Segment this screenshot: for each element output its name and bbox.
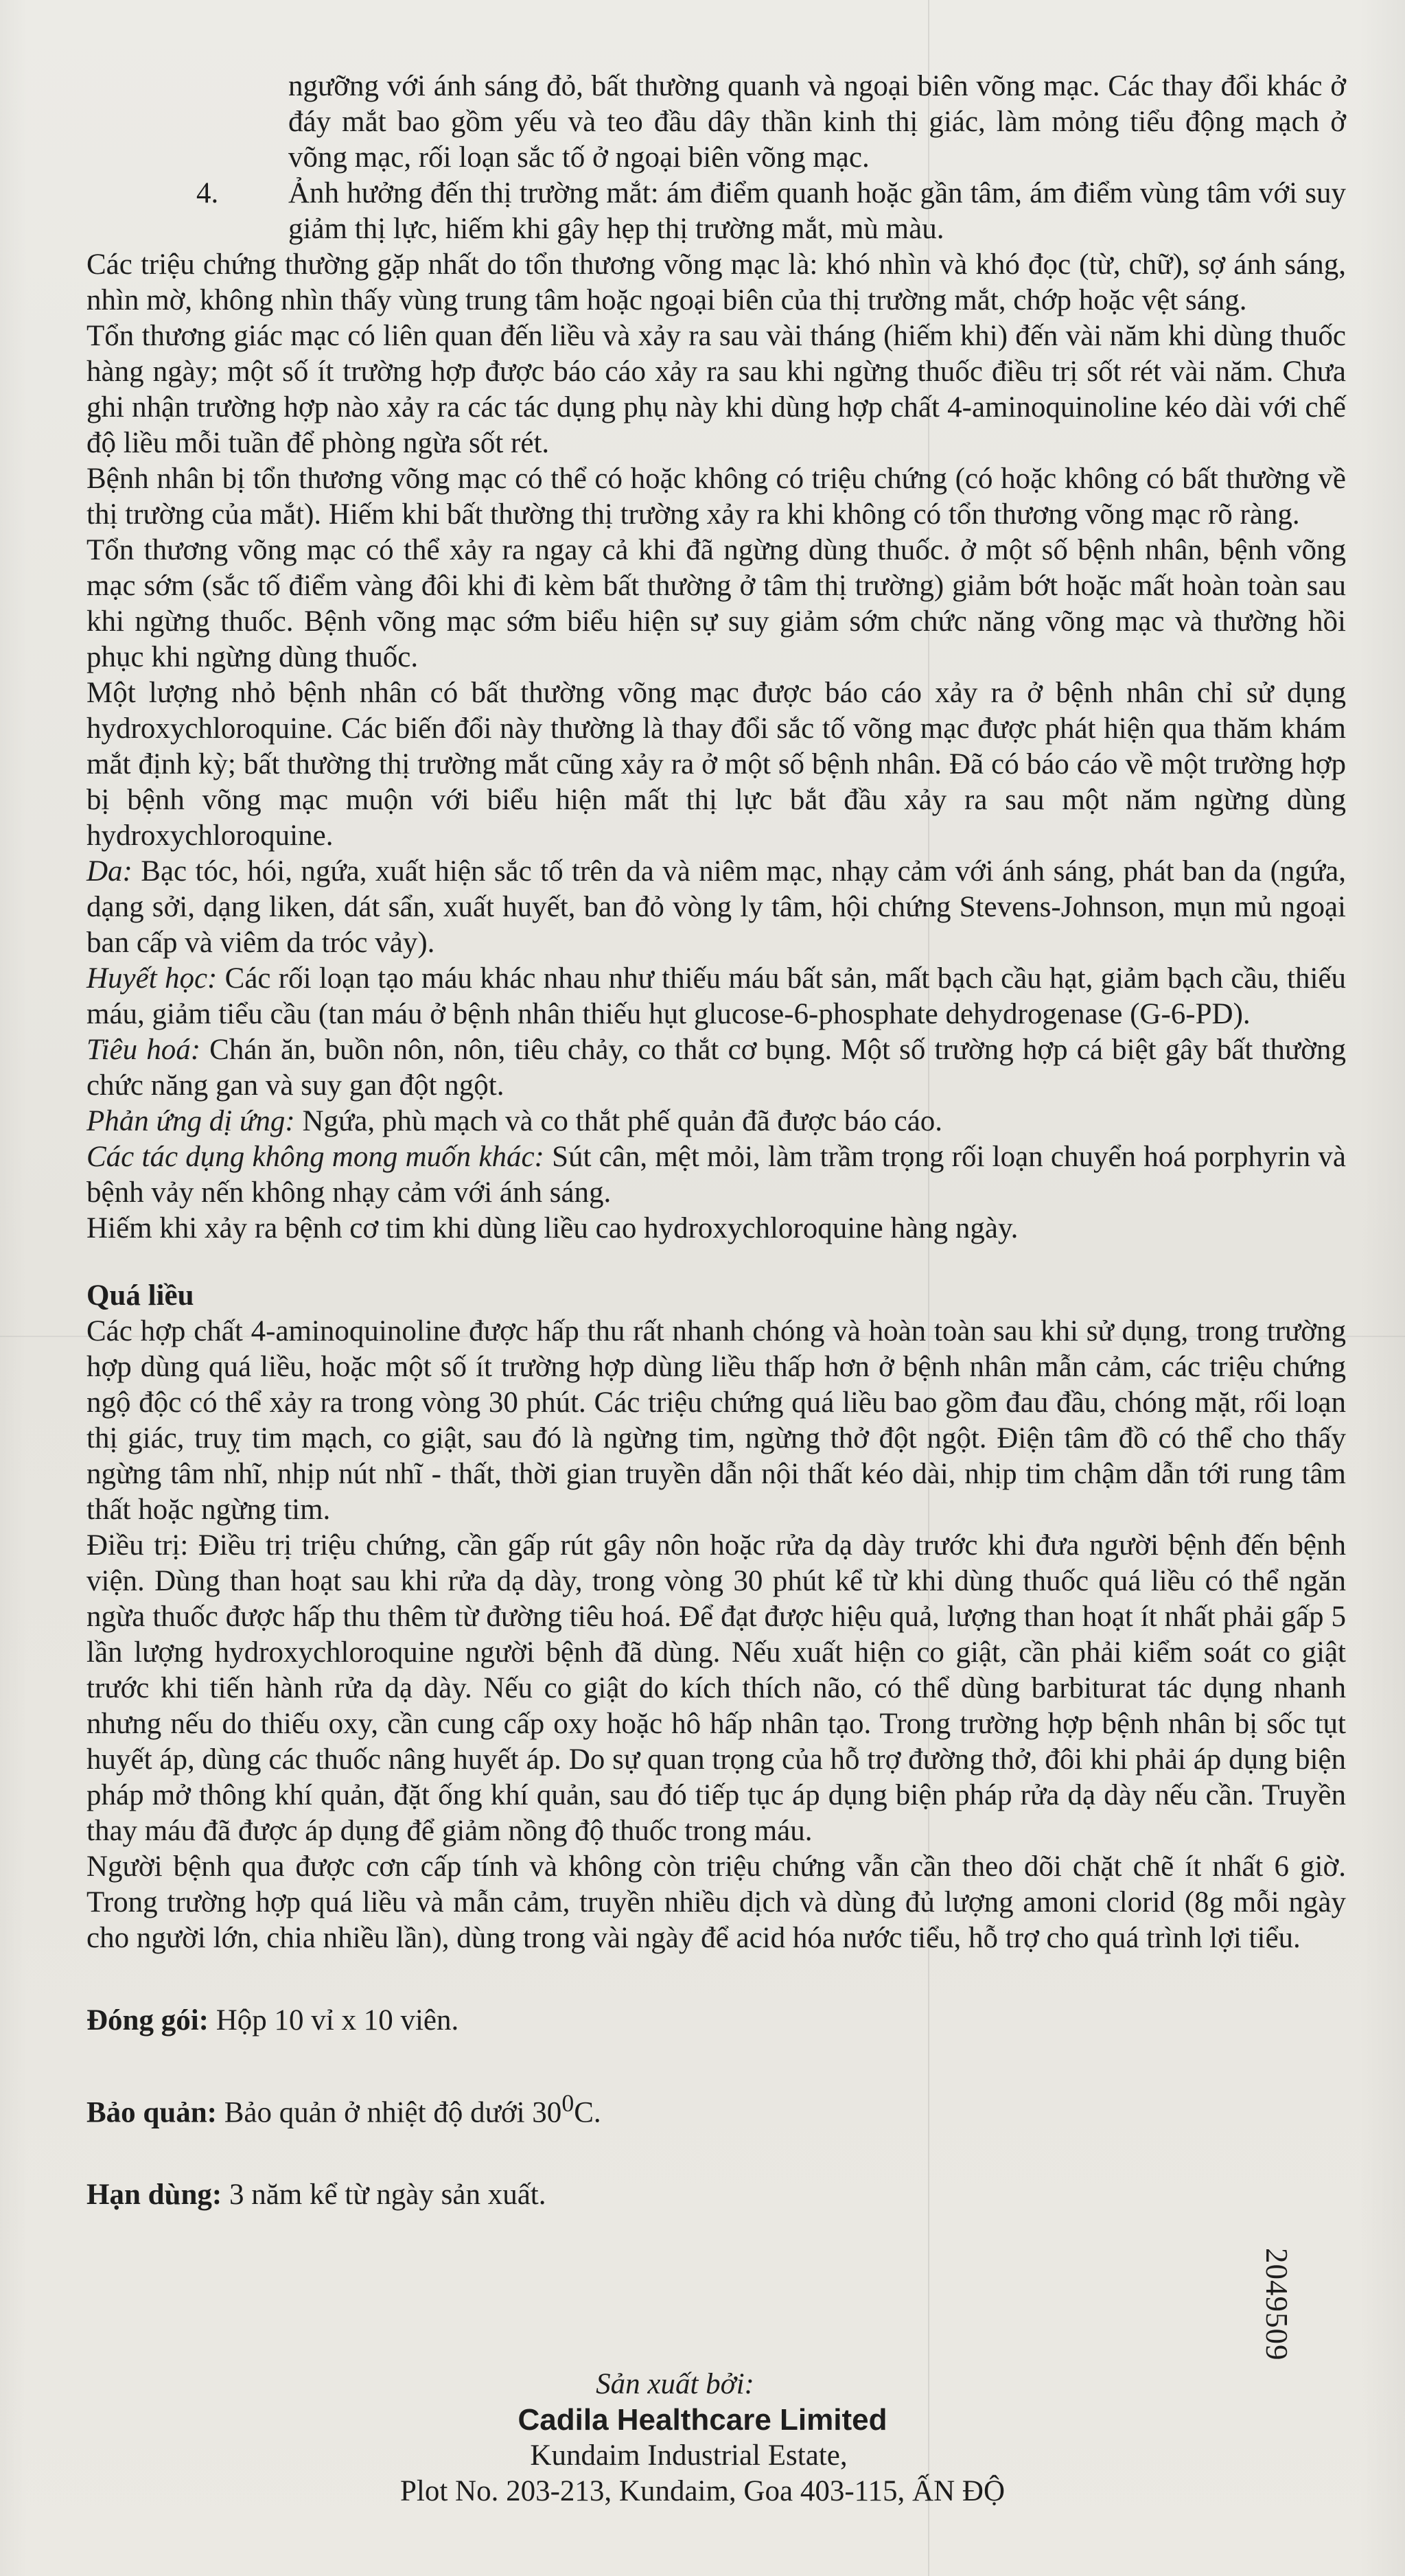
list-item-4 [86, 176, 1346, 247]
effect-text: Các rối loạn tạo máu khác nhau như thiếu máu bất sản, mất bạch cầu hạt, giảm bạch cầu, thiếu máu, giảm tiểu cầu (tan máu ở bệnh nhân thiếu hụt glucose-6-phosphate dehydrogenase (G-6-PD). [86, 962, 1346, 1030]
storage-unit: C. [574, 2096, 601, 2129]
storage-value: Bảo quản ở nhiệt độ dưới 30 [217, 2096, 562, 2129]
paragraph: Tổn thương giác mạc có liên quan đến liều và xảy ra sau vài tháng (hiếm khi) đến vài năm khi dùng thuốc hàng ngày; một số ít trường hợp được báo cáo xảy ra sau khi ngừng thuốc điều trị sốt rét vài năm. Chưa ghi nhận trường hợp nào xảy ra các tác dụng phụ này khi dùng hợp chất 4-aminoquinoline kéo dài với chế độ liều mỗi tuần để phòng ngừa sốt rét. [86, 320, 1346, 459]
effect-label: Các tác dụng không mong muốn khác: [86, 1141, 544, 1173]
manufacturer-block [0, 2367, 1405, 2509]
packaging-value: Hộp 10 vỉ x 10 viên. [208, 2004, 459, 2037]
intro-continuation: ngưỡng với ánh sáng đỏ, bất thường quanh và ngoại biên võng mạc. Các thay đổi khác ở đáy mắt bao gồm yếu và teo đầu dây thần kinh thị giác, làm mỏng tiểu động mạch ở võng mạc, rối loạn sắc tố ở ngoại biên võng mạc. [288, 70, 1346, 174]
effect-label: Huyết học: [86, 962, 218, 995]
degree-sup: 0 [561, 2089, 574, 2117]
effect-skin [86, 854, 1346, 961]
effect-digestive [86, 1032, 1346, 1104]
section-heading-overdose: Quá liều [86, 1279, 194, 1312]
effect-label: Da: [86, 855, 132, 887]
effect-allergic [86, 1104, 1346, 1139]
effect-other [86, 1139, 1346, 1211]
effect-text: Bạc tóc, hói, ngứa, xuất hiện sắc tố trên da và niêm mạc, nhạy cảm với ánh sáng, phát ban da (ngứa, dạng sởi, dạng liken, dát sẩn, xuất huyết, ban đỏ vòng ly tâm, hội chứng Stevens-Johnson, mụn mủ ngoại ban cấp và viêm da tróc vảy). [86, 855, 1346, 959]
list-item-text: Ảnh hưởng đến thị trường mắt: ám điểm quanh hoặc gần tâm, ám điểm vùng tâm với suy giảm thị lực, hiếm khi gây hẹp thị trường mắt, mù màu. [288, 177, 1346, 245]
packaging-line [86, 2003, 1346, 2039]
leaflet-body [86, 69, 1346, 2213]
serial-number: 2049509 [1259, 2248, 1294, 2361]
paragraph: Bệnh nhân bị tổn thương võng mạc có thể có hoặc không có triệu chứng (có hoặc không có bất thường về thị trường của mắt). Hiếm khi bất thường thị trường xảy ra khi không có tổn thương võng mạc rõ ràng. [86, 463, 1346, 531]
overdose-paragraph: Các hợp chất 4-aminoquinoline được hấp thu rất nhanh chóng và hoàn toàn sau khi sử dụng, trong trường hợp dùng quá liều, hoặc một số ít trường hợp dùng liều thấp hơn ở bệnh nhân mẫn cảm, các triệu chứng ngộ độc có thể xảy ra trong vòng 30 phút. Các triệu chứng quá liều bao gồm đau đầu, chóng mặt, rối loạn thị giác, truỵ tim mạch, co giật, sau đó là ngừng tim, ngừng thở đột ngột. Điện tâm đồ có thể cho thấy ngừng tâm nhĩ, nhịp nút nhĩ - thất, thời gian truyền dẫn nội thất kéo dài, nhịp tim chậm dẫn tới rung tâm thất hoặc ngừng tim. [86, 1315, 1346, 1526]
paragraph: Tổn thương võng mạc có thể xảy ra ngay cả khi đã ngừng dùng thuốc. ở một số bệnh nhân, bệnh võng mạc sớm (sắc tố điểm vàng đôi khi đi kèm bất thường ở tâm thị trường) giảm bớt hoặc mất hoàn toàn sau khi ngừng thuốc. Bệnh võng mạc sớm biểu hiện sự suy giảm sớm chức năng võng mạc và thường hồi phục khi ngừng dùng thuốc. [86, 534, 1346, 673]
overdose-treatment: Điều trị: Điều trị triệu chứng, cần gấp rút gây nôn hoặc rửa dạ dày trước khi đưa người bệnh đến bệnh viện. Dùng than hoạt sau khi rửa dạ dày, trong vòng 30 phút kể từ khi dùng thuốc quá liều có thể ngăn ngừa thuốc được hấp thu thêm từ đường tiêu hoá. Để đạt được hiệu quả, lượng than hoạt ít nhất phải gấp 5 lần lượng hydroxychloroquine người bệnh đã dùng. Nếu xuất hiện co giật, cần phải kiểm soát co giật trước khi tiến hành rửa dạ dày. Nếu co giật do kích thích não, có thể dùng barbiturat tác dụng nhanh nhưng nếu do thiếu oxy, cần cung cấp oxy hoặc hô hấp nhân tạo. Trong trường hợp bệnh nhân bị sốc tụt huyết áp, dùng các thuốc nâng huyết áp. Do sự quan trọng của hỗ trợ đường thở, đôi khi phải áp dụng biện pháp mở thông khí quản, đặt ống khí quản, sau đó tiếp tục áp dụng biện pháp rửa dạ dày nếu cần. Truyền thay máu đã được áp dụng để giảm nồng độ thuốc trong máu. [86, 1529, 1346, 1847]
expiry-label: Hạn dùng: [86, 2179, 222, 2212]
address-line-1: Kundaim Industrial Estate, [530, 2439, 848, 2472]
effect-hematology [86, 961, 1346, 1032]
storage-line [86, 2085, 1346, 2131]
overdose-monitoring: Người bệnh qua được cơn cấp tính và không còn triệu chứng vẫn cần theo dõi chặt chẽ ít nhất 6 giờ. Trong trường hợp quá liều và mẫn cảm, truyền nhiều dịch và dùng đủ lượng amoni clorid (8g mỗi ngày cho người lớn, chia nhiều lần), dùng trong vài ngày để acid hóa nước tiểu, hỗ trợ cho quá trình lợi tiểu. [86, 1850, 1346, 1954]
packaging-label: Đóng gói: [86, 2004, 209, 2037]
address-line-2: Plot No. 203-213, Kundaim, Goa 403-115, ẤN ĐỘ [399, 2475, 1006, 2507]
effect-label: Phản ứng dị ứng: [86, 1105, 295, 1137]
paragraph: Một lượng nhỏ bệnh nhân có bất thường võng mạc được báo cáo xảy ra ở bệnh nhân chỉ sử dụng hydroxychloroquine. Các biến đổi này thường là thay đổi sắc tố võng mạc được phát hiện qua thăm khám mắt định kỳ; bất thường thị trường mắt cũng xảy ra ở một số bệnh nhân. Đã có báo cáo về một trường hợp bị bệnh võng mạc muộn với biểu hiện mất thị lực bắt đầu xảy ra sau một năm ngừng dùng hydroxychloroquine. [86, 677, 1346, 852]
effect-text: Chán ăn, buồn nôn, nôn, tiêu chảy, co thắt cơ bụng. Một số trường hợp cá biệt gây bất thường chức năng gan và suy gan đột ngột. [86, 1034, 1346, 1102]
effect-cardiomyopathy: Hiếm khi xảy ra bệnh cơ tim khi dùng liều cao hydroxychloroquine hàng ngày. [86, 1212, 1019, 1244]
effect-text: Sút cân, mệt mỏi, làm trầm trọng rối loạn chuyển hoá porphyrin và bệnh vảy nến không nhạy cảm với ánh sáng. [86, 1141, 1346, 1209]
effect-label: Tiêu hoá: [86, 1034, 201, 1066]
manufactured-by-label: Sản xuất bởi: [596, 2368, 754, 2400]
paragraph: Các triệu chứng thường gặp nhất do tổn thương võng mạc là: khó nhìn và khó đọc (từ, chữ), sợ ánh sáng, nhìn mờ, không nhìn thấy vùng trung tâm hoặc ngoại biên của thị trường mắt, chớp hoặc vệt sáng. [86, 248, 1346, 316]
company-name: Cadila Healthcare Limited [518, 2403, 887, 2437]
list-item-number: 4. [196, 177, 219, 209]
expiry-line [86, 2177, 1346, 2213]
expiry-value: 3 năm kể từ ngày sản xuất. [222, 2179, 546, 2212]
storage-label: Bảo quản: [86, 2096, 217, 2129]
effect-text: Ngứa, phù mạch và co thắt phế quản đã được báo cáo. [294, 1105, 943, 1137]
